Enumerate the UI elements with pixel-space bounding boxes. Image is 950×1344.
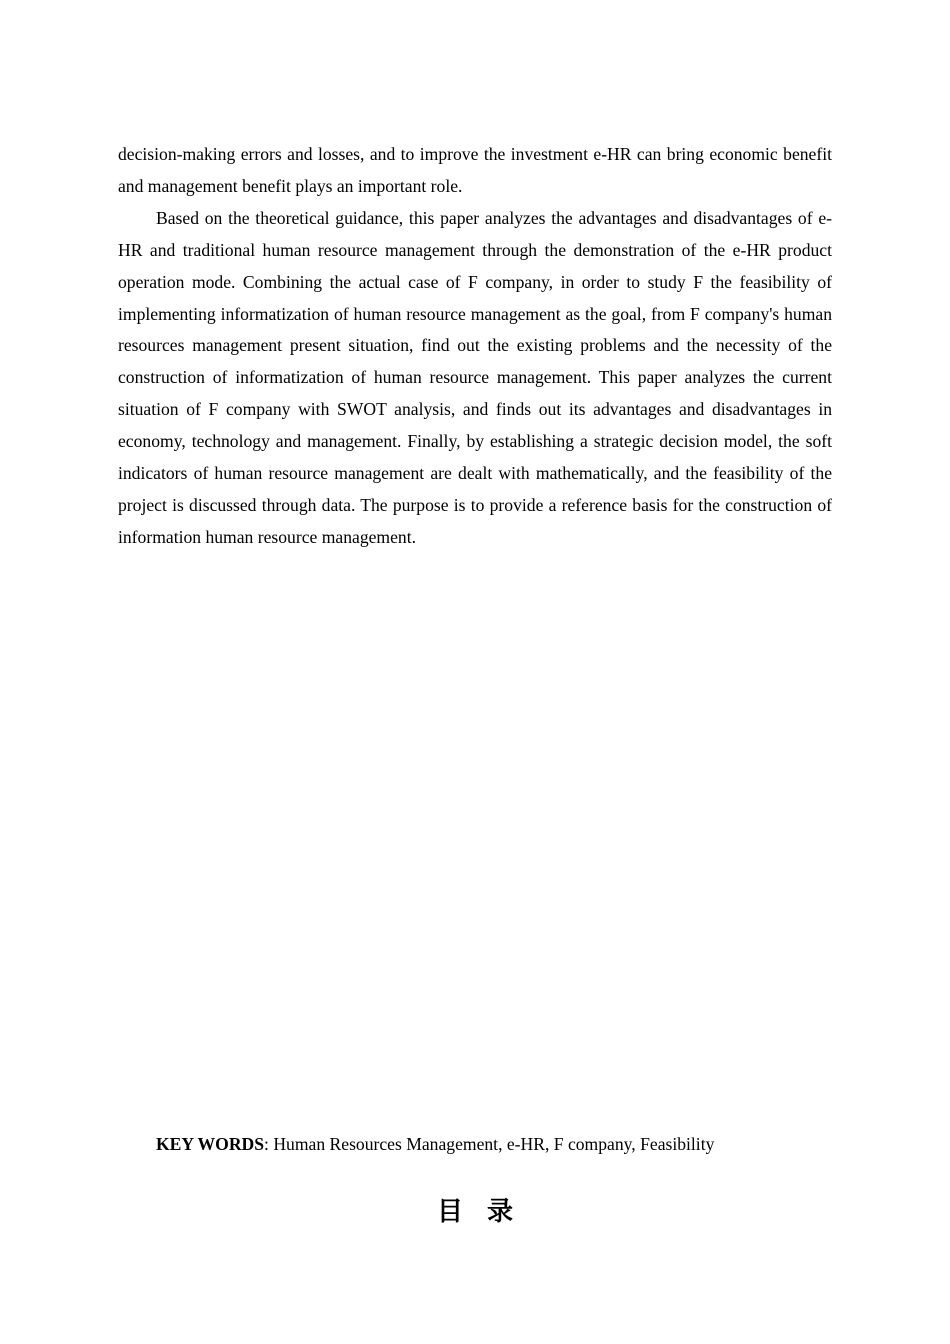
abstract-paragraph-continued: decision-making errors and losses, and to improve the investment e-HR can bring economic benefit and management benefit plays an important role. [118,144,832,196]
keywords-line [156,1128,856,1160]
toc-heading: 目录 [436,1197,537,1227]
abstract-paragraph: Based on the theoretical guidance, this paper analyzes the advantages and disadvantages of e-HR and traditional human resource management through the demonstration of the e-HR product operation mode. Combining the actual case of F company, in order to study F the feasibility of implementing informatization of human resource management as the goal, from F company's human resources management present situation, find out the existing problems and the necessity of the construction of informatization of human resource management. This paper analyzes the current situation of F company with SWOT analysis, and finds out its advantages and disadvantages in economy, technology and management. Finally, by establishing a strategic decision model, the soft indicators of human resource management are dealt with mathematically, and the feasibility of the project is discussed through data. The purpose is to provide a reference basis for the construction of information human resource management. [118,207,832,547]
keywords-value: Human Resources Management, e-HR, F company, Feasibility [273,1134,715,1154]
keywords-separator: : [264,1134,274,1154]
keywords-label: KEY WORDS [156,1134,265,1154]
abstract-body [118,139,832,554]
